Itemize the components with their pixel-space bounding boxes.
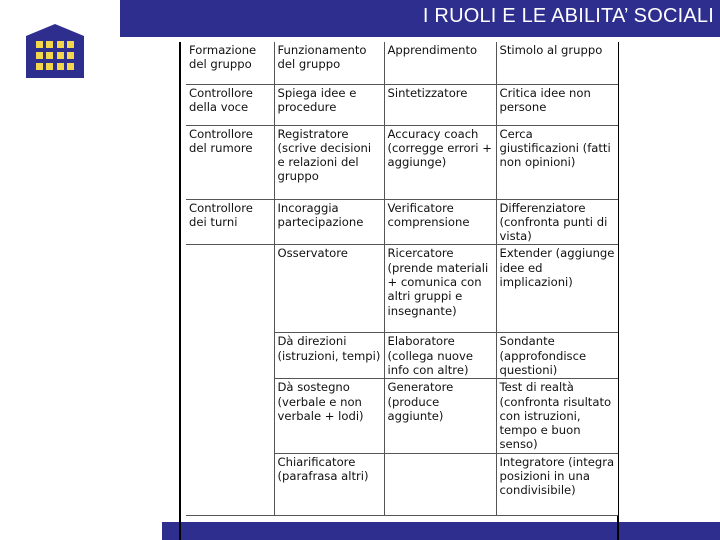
table-cell: Cerca giustificazioni (fatti non opinioni) bbox=[496, 125, 618, 199]
table-cell bbox=[186, 333, 274, 379]
table-cell: Accuracy coach (corregge errori + aggiunge) bbox=[384, 125, 496, 199]
table-cell: Incoraggia partecipazione bbox=[274, 199, 384, 245]
table-cell: Test di realtà (confronta risultato con istruzioni, tempo e buon senso) bbox=[496, 379, 618, 453]
table-cell: Differenziatore (confronta punti di vista) bbox=[496, 199, 618, 245]
header-bar bbox=[120, 0, 720, 37]
table-cell: Sondante (approfondisce questioni) bbox=[496, 333, 618, 379]
table-cell: Chiarificatore (parafrasa altri) bbox=[274, 453, 384, 515]
table-cell: Critica idee non persone bbox=[496, 84, 618, 125]
building-icon bbox=[26, 24, 84, 78]
table-cell: Elaboratore (collega nuove info con altre) bbox=[384, 333, 496, 379]
table-cell: Sintetizzatore bbox=[384, 84, 496, 125]
table-row bbox=[186, 125, 618, 199]
table-cell: Controllore del rumore bbox=[186, 125, 274, 199]
table-row bbox=[186, 333, 618, 379]
table-row bbox=[186, 245, 618, 333]
table-cell bbox=[186, 453, 274, 515]
table-row bbox=[186, 42, 618, 84]
table-cell: Spiega idee e procedure bbox=[274, 84, 384, 125]
table-cell: Verificatore comprensione bbox=[384, 199, 496, 245]
table-cell bbox=[186, 379, 274, 453]
table-row bbox=[186, 84, 618, 125]
table-cell: Registratore (scrive decisioni e relazioni del gruppo bbox=[274, 125, 384, 199]
page-title: I RUOLI E LE ABILITA’ SOCIALI bbox=[422, 5, 714, 27]
table-cell: Extender (aggiunge idee ed implicazioni) bbox=[496, 245, 618, 333]
table-cell bbox=[384, 453, 496, 515]
table-cell: Stimolo al gruppo bbox=[496, 42, 618, 84]
table-cell: Apprendimento bbox=[384, 42, 496, 84]
table-cell: Osservatore bbox=[274, 245, 384, 333]
table-cell: Controllore della voce bbox=[186, 84, 274, 125]
table-row bbox=[186, 453, 618, 515]
table-cell: Controllore dei turni bbox=[186, 199, 274, 245]
table-cell bbox=[186, 245, 274, 333]
table-cell: Funzionamento del gruppo bbox=[274, 42, 384, 84]
table-row bbox=[186, 379, 618, 453]
table-row bbox=[186, 199, 618, 245]
table-cell: Dà direzioni (istruzioni, tempi) bbox=[274, 333, 384, 379]
roles-table bbox=[186, 42, 618, 516]
table-cell: Formazione del gruppo bbox=[186, 42, 274, 84]
table-cell: Generatore (produce aggiunte) bbox=[384, 379, 496, 453]
table-cell: Integratore (integra posizioni in una condivisibile) bbox=[496, 453, 618, 515]
table-cell: Dà sostegno (verbale e non verbale + lodi) bbox=[274, 379, 384, 453]
table-cell: Ricercatore (prende materiali + comunica con altri gruppi e insegnante) bbox=[384, 245, 496, 333]
